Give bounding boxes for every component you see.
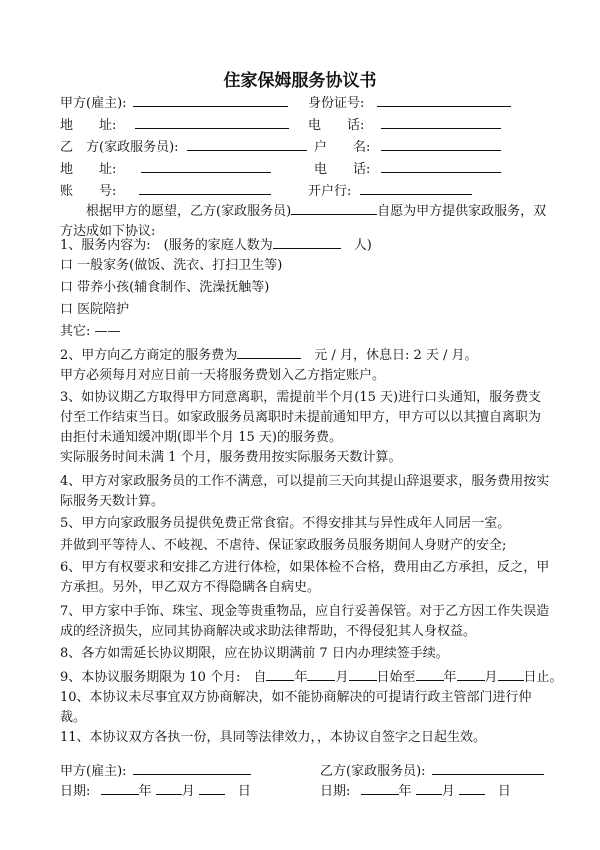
- fee-rest-text: 元 / 月，休息日: 2 天 / 月。: [314, 348, 478, 363]
- phone-label-a: 电 话:: [308, 118, 365, 133]
- employer-blank[interactable]: [133, 94, 288, 107]
- clause-3-note: 实际服务时间未满 1 个月，服务费用按实际服务天数计算。: [60, 450, 402, 465]
- fee-blank[interactable]: [237, 346, 301, 359]
- hukou-blank[interactable]: [381, 138, 501, 151]
- bank-blank[interactable]: [360, 182, 472, 195]
- fee-text: 2、甲方向乙方商定的服务费为: [60, 348, 238, 363]
- start-month-blank[interactable]: [307, 668, 335, 681]
- id-label: 身份证号:: [308, 96, 365, 111]
- clause-6: 6、甲方有权要求和安排乙方进行体检，如果体检不合格，费用由乙方承担，反之，甲方承担。另外，甲乙双方不得隐瞒各自病史。: [60, 560, 550, 595]
- start-day-blank[interactable]: [349, 668, 377, 681]
- service-content-text: 1、服务内容为: (服务的家庭人数为: [60, 238, 273, 253]
- end-month-label: 月: [484, 670, 498, 685]
- address-label-a: 地 址:: [60, 118, 117, 133]
- worker-date-year-blank[interactable]: [361, 782, 399, 795]
- end-label: 日止。: [523, 670, 563, 685]
- clause-5b: 并做到平等待人、不岐视、不虐待、保证家政服务员服务期间人身财产的安全;: [60, 538, 507, 553]
- employer-date-year: 年: [138, 784, 152, 799]
- address-field-b: [60, 160, 271, 178]
- employer-date-label: 日期:: [60, 784, 91, 799]
- clause-5a: 5、甲方向家政服务员提供免费正常食宿。不得安排其与异性成年人同居一室。: [60, 516, 511, 531]
- employer-date-month-blank[interactable]: [156, 782, 182, 795]
- service-content-end: 人): [353, 238, 372, 253]
- employer-signature: [60, 762, 251, 780]
- worker-date-day-blank[interactable]: [459, 782, 485, 795]
- bank-field: [308, 182, 472, 200]
- clause-11: 11、本协议双方各执一份，具同等法律效力，，本协议自签字之日起生效。: [60, 730, 487, 745]
- worker-date-month-blank[interactable]: [416, 782, 442, 795]
- worker-date-day: 日: [497, 784, 511, 799]
- address-label-b: 地 址:: [60, 162, 117, 177]
- intro-part2: 自愿为甲方提供家政服务，双方达成如下协议:: [60, 204, 547, 239]
- intro-part1: 根据甲方的愿望，乙方(家政服务员): [86, 204, 292, 219]
- worker-date: [320, 782, 511, 800]
- phone-blank-a[interactable]: [381, 116, 501, 129]
- fee-line: [60, 346, 478, 364]
- start-label: 日始至: [376, 670, 416, 685]
- phone-label-b: 电 话:: [314, 162, 371, 177]
- household-count-blank[interactable]: [273, 236, 341, 249]
- employer-signature-label: 甲方(雇主):: [60, 764, 127, 779]
- phone-blank-b[interactable]: [381, 160, 501, 173]
- address-blank-b[interactable]: [141, 160, 271, 173]
- employer-date-year-blank[interactable]: [101, 782, 139, 795]
- phone-field-a: [308, 116, 501, 134]
- account-blank[interactable]: [139, 182, 271, 195]
- employer-date-day-blank[interactable]: [199, 782, 225, 795]
- document-title: 住家保姆服务协议书: [223, 71, 377, 91]
- worker-date-month: 月: [441, 784, 455, 799]
- employer-label: 甲方(雇主):: [60, 96, 127, 111]
- worker-label: 乙 方(家政服务员):: [60, 140, 179, 155]
- employer-date-day: 日: [237, 784, 251, 799]
- address-blank-a[interactable]: [135, 116, 289, 129]
- clause-9: [60, 668, 563, 686]
- option-childcare[interactable]: 口 带养小孩(辅食制作、洗澡抚触等): [60, 280, 270, 295]
- option-hospital[interactable]: 口 医院陪护: [60, 302, 130, 317]
- term-text: 9、本协议服务期限为 10 个月: 自: [60, 670, 267, 685]
- clause-4: 4、甲方对家政服务员的工作不满意，可以提前三天向其提山辞退要求，服务费用按实际服务天数计算。: [60, 474, 550, 509]
- id-field: [308, 94, 511, 112]
- clause-8: 8、各方如需延长协议期限，应在协议期满前 7 日内办理续签手续。: [60, 646, 449, 661]
- hukou-field: [314, 138, 501, 156]
- payment-line: 甲方必须每月对应日前一天将服务费划入乙方指定账户。: [60, 368, 386, 383]
- account-field: [60, 182, 271, 200]
- end-year-label: 年: [443, 670, 457, 685]
- start-year-blank[interactable]: [266, 668, 294, 681]
- other-line: 其它: ——: [60, 324, 121, 339]
- hukou-label: 户 名:: [314, 140, 371, 155]
- clause-10: 10、本协议未尽事宜双方协商解决，如不能协商解决的可提请行政主管部门进行仲裁。: [60, 690, 532, 725]
- employer-field: [60, 94, 288, 112]
- worker-signature: [320, 762, 544, 780]
- service-content-line: [60, 236, 372, 254]
- worker-blank[interactable]: [187, 138, 307, 151]
- option-housework[interactable]: 口 一般家务(做饭、洗衣、打扫卫生等): [60, 258, 283, 273]
- bank-label: 开户行:: [308, 184, 352, 199]
- clause-3: 3、如协议期乙方取得甲方同意离职，需提前半个月(15 天)进行口头通知，服务费支付至工作结束当日。如家政服务员离职时未提前通知甲方，甲方可以以其擅自离职为由拒付未通知缓冲期(即半个月 15 天)的服务费。: [60, 390, 542, 445]
- employer-date: [60, 782, 251, 800]
- clause-7: 7、甲方家中手饰、珠宝、现金等贵重物品，应自行妥善保管。对于乙方因工作失误造成的经济损失，应同其协商解决或求助法律帮助，不得侵犯其人身权益。: [60, 604, 550, 639]
- account-label: 账 号:: [60, 184, 117, 199]
- worker-date-label: 日期:: [320, 784, 351, 799]
- start-year-label: 年: [294, 670, 308, 685]
- start-month-label: 月: [335, 670, 349, 685]
- employer-signature-blank[interactable]: [133, 762, 251, 775]
- worker-name-blank[interactable]: [291, 202, 377, 215]
- id-blank[interactable]: [377, 94, 511, 107]
- phone-field-b: [314, 160, 501, 178]
- end-year-blank[interactable]: [416, 668, 444, 681]
- worker-signature-label: 乙方(家政服务员):: [320, 764, 426, 779]
- worker-field: [60, 138, 307, 156]
- worker-signature-blank[interactable]: [432, 762, 544, 775]
- end-month-blank[interactable]: [457, 668, 485, 681]
- end-day-blank[interactable]: [498, 668, 524, 681]
- address-field-a: [60, 116, 289, 134]
- worker-date-year: 年: [398, 784, 412, 799]
- employer-date-month: 月: [181, 784, 195, 799]
